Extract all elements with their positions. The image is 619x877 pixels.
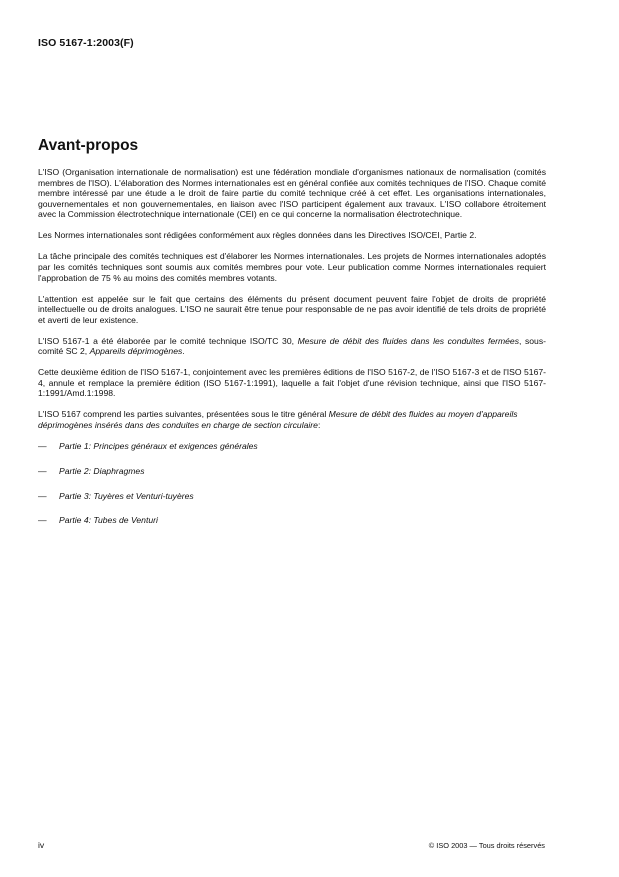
parts-list — [38, 441, 546, 526]
paragraph-technical-committees: La tâche principale des comités techniques est d'élaborer les Normes internationales. Les projets de Normes internationales adoptés par les comités techniques sont soumis aux comités membres pour vote. Leur publication comme Normes internationales requiert l'approbation de 75 % au moins des comités membres votants. — [38, 251, 546, 283]
list-item — [38, 466, 546, 477]
text: L'ISO 5167-1 a été élaborée par le comité technique ISO/TC 30, — [38, 335, 298, 346]
paragraph-iso-intro: L'ISO (Organisation internationale de normalisation) est une fédération mondiale d'organismes nationaux de normalisation (comités membres de l'ISO). L'élaboration des Normes internationales est en général confiée aux comités techniques de l'ISO. Chaque comité membre intéressé par une étude a le droit de faire partie du comité technique créé à cet effet. Les organisations internationales, gouvernementales et non gouvernementales, en liaison avec l'ISO participent également aux travaux. L'ISO collabore étroitement avec la Commission électrotechnique internationale (CEI) en ce qui concerne la normalisation électrotechnique. — [38, 167, 546, 220]
dash-bullet: — — [38, 490, 47, 501]
paragraph-prepared-by — [38, 336, 546, 357]
text: : — [317, 420, 321, 431]
committee-title: Mesure de débit des fluides dans les conduites fermées — [297, 335, 520, 346]
subcommittee-title: Appareils déprimogènes — [89, 346, 183, 357]
paragraph-patent-rights: L'attention est appelée sur le fait que certains des éléments du présent document peuvent faire l'objet de droits de propriété intellectuelle ou de droits analogues. L'ISO ne saurait être tenue pour responsable de ne pas avoir identifié de tels droits de propriété et averti de leur existence. — [38, 293, 546, 325]
dash-bullet: — — [38, 465, 47, 476]
page-number: iv — [38, 840, 45, 850]
text: . — [182, 346, 185, 357]
part-title: Partie 2: Diaphragmes — [59, 465, 145, 476]
section-title: Avant-propos — [38, 137, 139, 154]
document-id: ISO 5167-1:2003(F) — [38, 37, 134, 49]
copyright-notice: © ISO 2003 — Tous droits réservés — [428, 841, 545, 850]
foreword-body — [38, 167, 546, 540]
list-item — [38, 441, 546, 452]
general-title: Mesure de débit des fluides au moyen d'appareils déprimogènes insérés dans des conduites en charge de section circulaire — [38, 409, 518, 431]
paragraph-edition: Cette deuxième édition de l'ISO 5167-1, conjointement avec les premières éditions de l'ISO 5167-2, de l'ISO 5167-3 et de l'ISO 5167-4, annule et remplace la première édition (ISO 5167-1:1991), laquelle a fait l'objet d'une révision technique, ainsi que l'ISO 5167-1:1991/Amd.1:1998. — [38, 367, 546, 399]
part-title: Partie 1: Principes généraux et exigences générales — [59, 441, 258, 452]
dash-bullet: — — [38, 515, 47, 526]
paragraph-parts-intro — [38, 409, 546, 430]
list-item — [38, 515, 546, 526]
part-title: Partie 4: Tubes de Venturi — [59, 515, 158, 526]
part-title: Partie 3: Tuyères et Venturi-tuyères — [59, 490, 194, 501]
text: L'ISO 5167 comprend les parties suivantes, présentées sous le titre général — [38, 409, 329, 420]
list-item — [38, 491, 546, 502]
text: , sous-comité SC 2, — [38, 335, 546, 357]
paragraph-directives: Les Normes internationales sont rédigées conformément aux règles données dans les Directives ISO/CEI, Partie 2. — [38, 230, 477, 241]
dash-bullet: — — [38, 441, 47, 452]
